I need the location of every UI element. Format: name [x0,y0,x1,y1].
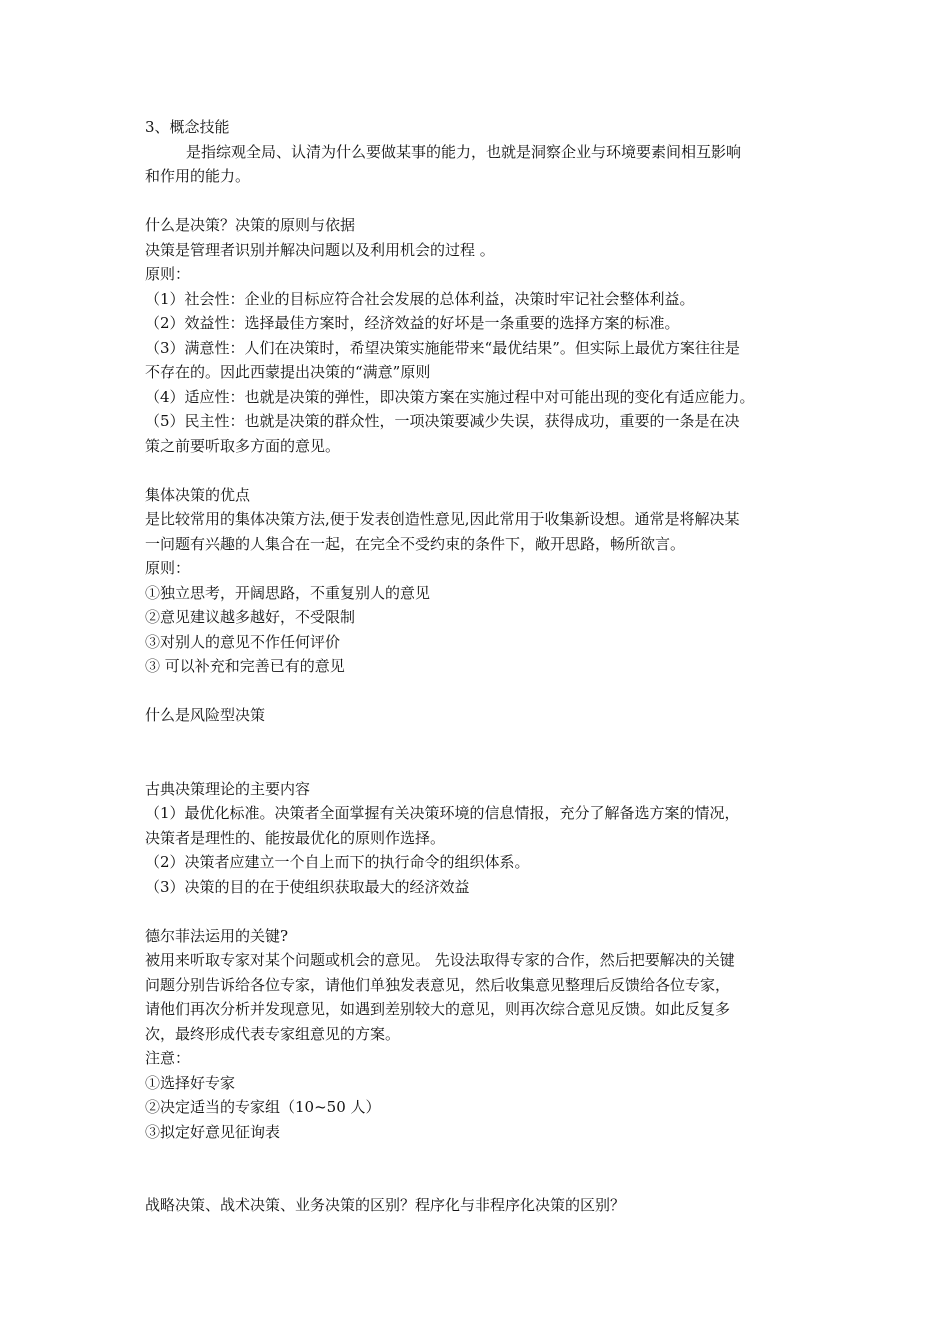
section-heading-decision-types: 战略决策、战术决策、业务决策的区别？程序化与非程序化决策的区别？ [145,1196,626,1214]
principle-item: （2）效益性：选择最佳方案时，经济效益的好坏是一条重要的选择方案的标准。 [145,314,680,332]
note-item: ③拟定好意见征询表 [145,1122,281,1141]
principle-item-cont: 策之前要听取多方面的意见。 [145,436,341,455]
principle-item: （5）民主性：也就是决策的群众性，一项决策要减少失误，获得成功，重要的一条是在决 [145,412,740,430]
spacer [145,1144,813,1193]
principle-item: （1）社会性：企业的目标应符合社会发展的总体利益，决策时牢记社会整体利益。 [145,289,695,308]
spacer [145,679,813,704]
principles-label: 原则： [145,559,191,577]
rule-item: ③对别人的意见不作任何评价 [145,632,341,651]
paragraph-line: 请他们再次分析并发现意见，如遇到差别较大的意见，则再次综合意见反馈。如此反复多 [145,1000,731,1018]
definition-line: 决策是管理者识别并解决问题以及利用机会的过程 。 [145,240,495,259]
principle-item: （3）满意性：人们在决策时，希望决策实施能带来“最优结果”。但实际上最优方案往往是 [145,338,740,357]
principles-label: 原则： [145,265,191,283]
document-page [145,115,813,1218]
paragraph-line: 一问题有兴趣的人集合在一起，在完全不受约束的条件下，敞开思路，畅所欲言。 [145,534,686,553]
principle-item: （4）适应性：也就是决策的弹性，即决策方案在实施过程中对可能出现的变化有适应能力。 [145,387,755,406]
section-heading-risk-decision: 什么是风险型决策 [145,706,266,724]
section-heading-group-decision: 集体决策的优点 [145,485,251,504]
content-item-cont: 决策者是理性的、能按最优化的原则作选择。 [145,828,446,847]
paragraph-line: 被用来听取专家对某个问题或机会的意见。 先设法取得专家的合作，然后把要解决的关键 [145,951,735,969]
section-heading-concept-skill: 3、概念技能 [145,118,230,136]
rule-item: ①独立思考，开阔思路，不重复别人的意见 [145,583,431,602]
content-item: （3）决策的目的在于使组织获取最大的经济效益 [145,877,470,896]
section-heading-classical-theory: 古典决策理论的主要内容 [145,779,311,798]
spacer [145,728,813,777]
spacer [145,899,813,924]
paragraph-line: 和作用的能力。 [145,167,251,185]
note-item: ②决定适当的专家组（10~50 人） [145,1098,381,1116]
paragraph-line: 是指综观全局、认清为什么要做某事的能力，也就是洞察企业与环境要素间相互影响 [186,142,742,161]
content-item: （2）决策者应建立一个自上而下的执行命令的组织体系。 [145,853,530,871]
section-heading-decision: 什么是决策？决策的原则与依据 [145,216,356,234]
paragraph-line: 次，最终形成代表专家组意见的方案。 [145,1024,401,1043]
paragraph-line: 是比较常用的集体决策方法,便于发表创造性意见,因此常用于收集新设想。通常是将解决某 [145,510,740,528]
rule-item: ②意见建议越多越好，不受限制 [145,608,356,626]
note-item: ①选择好专家 [145,1073,236,1092]
rule-item: ③ 可以补充和完善已有的意见 [145,657,345,675]
content-item: （1）最优化标准。决策者全面掌握有关决策环境的信息情报，充分了解备选方案的情况， [145,804,740,822]
spacer [145,189,813,214]
paragraph-line: 问题分别告诉给各位专家，请他们单独发表意见，然后收集意见整理后反馈给各位专家， [145,975,731,994]
principle-item-cont: 不存在的。因此西蒙提出决策的“满意”原则 [145,363,431,381]
section-heading-delphi: 德尔菲法运用的关键? [145,926,289,945]
notes-label: 注意： [145,1049,191,1067]
spacer [145,458,813,483]
